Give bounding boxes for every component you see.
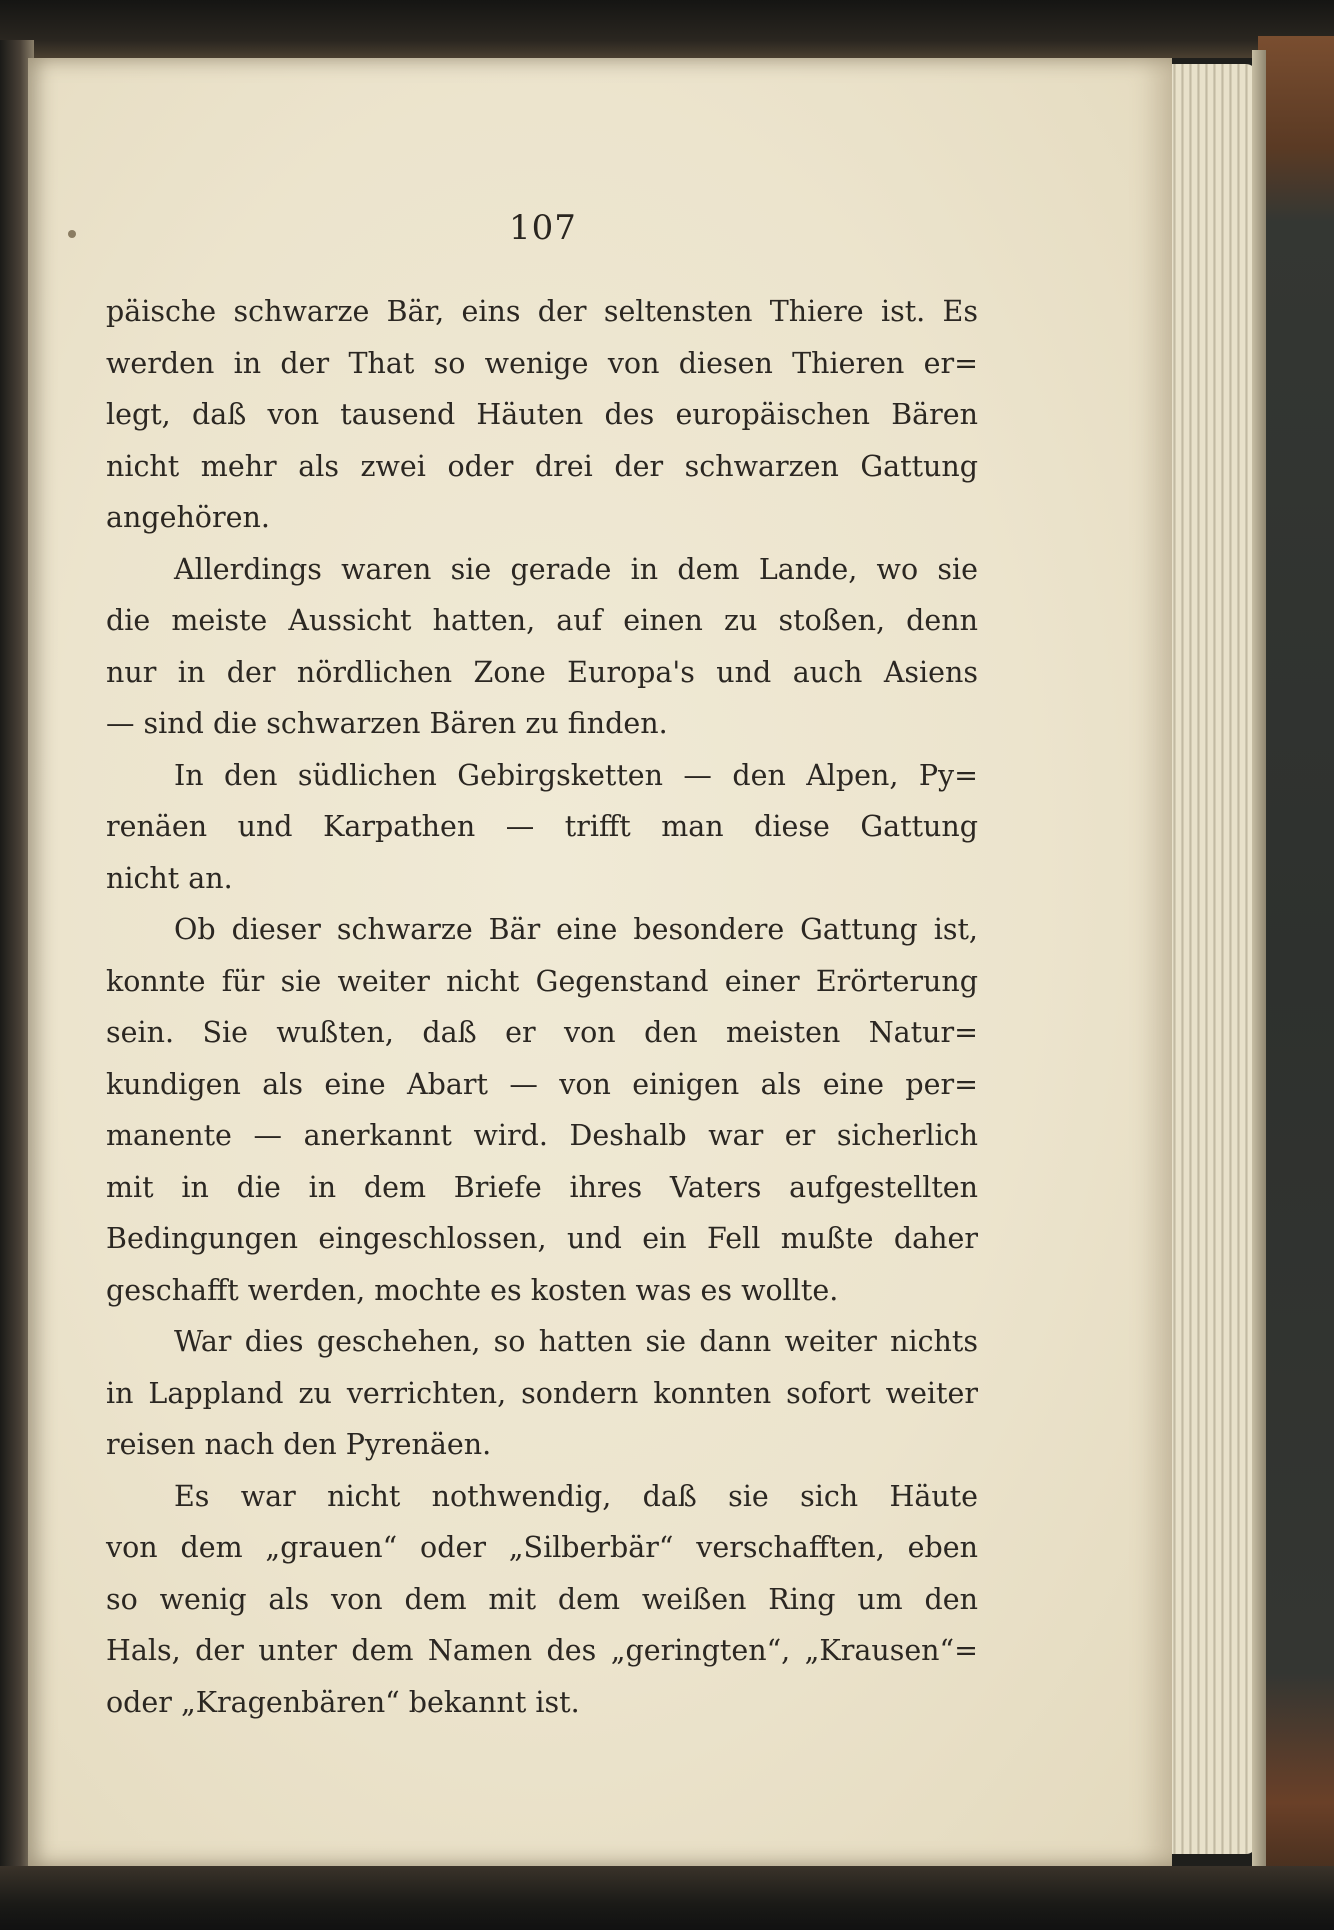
text-line: Allerdings waren sie gerade in dem Lande, wo sie [174, 552, 978, 586]
book-cover-top [0, 0, 1334, 58]
text-line: renäen und Karpathen — trifft man diese Gattung [106, 810, 978, 843]
text-line: nur in der nördlichen Zone Europa's und auch Asiens [106, 655, 978, 689]
text-line: geschafft werden, mochte es kosten was es wollte. [106, 1273, 839, 1307]
text-line: sein. Sie wußten, daß er von den meisten Natur= [106, 1016, 978, 1049]
text-line: von dem „grauen“ oder „Silberbär“ verschafften, eben [106, 1531, 978, 1564]
text-line: Es war nicht nothwendig, daß sie sich Häute [174, 1479, 978, 1513]
text-line: nicht mehr als zwei oder drei der schwarzen Gattung [106, 449, 978, 483]
text-line: Ob dieser schwarze Bär eine besondere Gattung ist, [174, 913, 978, 946]
text-line: In den südlichen Gebirgsketten — den Alpen, Py= [174, 758, 978, 792]
text-line: War dies geschehen, so hatten sie dann weiter nichts [174, 1325, 978, 1358]
text-line: legt, daß von tausend Häuten des europäischen Bären [106, 398, 978, 431]
text-line: manente — anerkannt wird. Deshalb war er sicherlich [106, 1119, 978, 1152]
text-line: päische schwarze Bär, eins der seltensten Thiere ist. Es [106, 295, 978, 328]
page-number: 107 [509, 208, 577, 248]
book-cover-bottom [0, 1866, 1334, 1930]
book-spine [1258, 36, 1334, 1896]
page-edges [1160, 64, 1256, 1854]
text-line: konnte für sie weiter nicht Gegenstand einer Erörterung [106, 964, 978, 998]
text-line: reisen nach den Pyrenäen. [106, 1428, 492, 1461]
text-line: angehören. [106, 501, 270, 534]
spine-edge [1252, 50, 1266, 1880]
body-text [106, 286, 978, 1728]
text-line: kundigen als eine Abart — von einigen als eine per= [106, 1067, 978, 1101]
text-line: — sind die schwarzen Bären zu finden. [106, 707, 668, 740]
text-line: Bedingungen eingeschlossen, und ein Fell mußte daher [106, 1222, 978, 1255]
text-line: werden in der That so wenige von diesen Thieren er= [106, 346, 978, 380]
text-line: mit in die in dem Briefe ihres Vaters aufgestellten [106, 1170, 978, 1204]
paper-spot [68, 230, 76, 238]
text-line: nicht an. [106, 861, 233, 895]
text-line: so wenig als von dem mit dem weißen Ring um den [106, 1582, 978, 1616]
text-line: in Lappland zu verrichten, sondern konnten sofort weiter [106, 1376, 978, 1410]
book-page [28, 58, 1172, 1866]
text-line: Hals, der unter dem Namen des „geringten“, „Krausen“= [106, 1634, 978, 1667]
text-line: die meiste Aussicht hatten, auf einen zu stoßen, denn [106, 604, 978, 637]
text-line: oder „Kragenbären“ bekannt ist. [106, 1685, 580, 1719]
